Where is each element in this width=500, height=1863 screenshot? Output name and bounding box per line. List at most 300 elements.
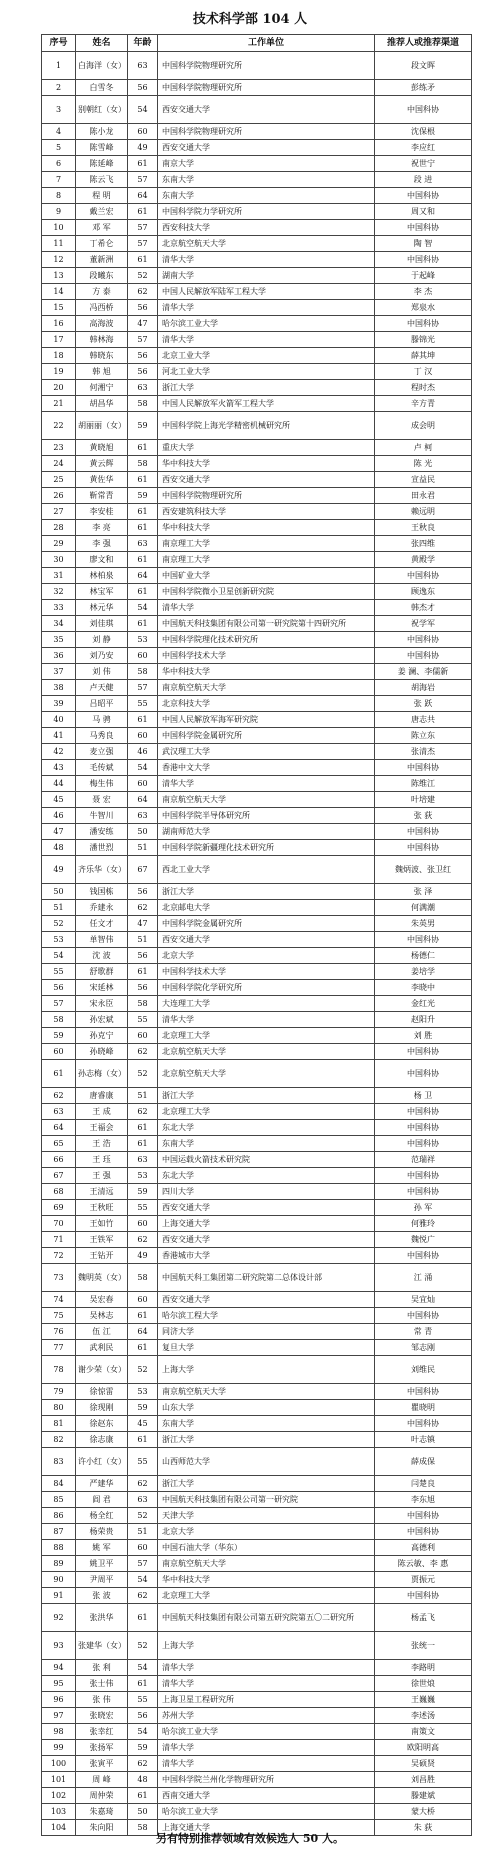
cell-name: 梅生伟 <box>76 776 128 792</box>
cell-recommender: 中国科协 <box>375 1416 472 1432</box>
cell-no: 24 <box>42 456 76 472</box>
cell-unit: 西南交通大学 <box>158 1788 375 1804</box>
cell-name: 潘安练 <box>76 824 128 840</box>
cell-no: 61 <box>42 1060 76 1088</box>
cell-no: 66 <box>42 1152 76 1168</box>
cell-no: 39 <box>42 696 76 712</box>
cell-no: 55 <box>42 964 76 980</box>
cell-no: 36 <box>42 648 76 664</box>
cell-unit: 北京大学 <box>158 948 375 964</box>
cell-name: 王 浩 <box>76 1136 128 1152</box>
cell-name: 李 强 <box>76 536 128 552</box>
cell-name: 王秋旺 <box>76 1200 128 1216</box>
cell-recommender: 田永君 <box>375 488 472 504</box>
cell-name: 胡昌华 <box>76 396 128 412</box>
cell-unit: 东南大学 <box>158 188 375 204</box>
candidate-table <box>41 34 472 1836</box>
cell-no: 11 <box>42 236 76 252</box>
cell-recommender: 唐志共 <box>375 712 472 728</box>
cell-unit: 东北大学 <box>158 1168 375 1184</box>
cell-recommender: 中国科协 <box>375 840 472 856</box>
cell-no: 4 <box>42 124 76 140</box>
cell-age: 58 <box>128 996 158 1012</box>
cell-name: 马 骋 <box>76 712 128 728</box>
cell-age: 46 <box>128 744 158 760</box>
table-row <box>42 1200 472 1216</box>
cell-no: 69 <box>42 1200 76 1216</box>
cell-recommender: 中国科协 <box>375 188 472 204</box>
cell-age: 61 <box>128 1676 158 1692</box>
cell-unit: 中国科学院力学研究所 <box>158 204 375 220</box>
table-row <box>42 632 472 648</box>
cell-name: 宋延林 <box>76 980 128 996</box>
cell-recommender: 陈云敏、李 惠 <box>375 1556 472 1572</box>
cell-recommender: 卢 柯 <box>375 440 472 456</box>
table-row <box>42 884 472 900</box>
table-row <box>42 536 472 552</box>
cell-name: 戴兰宏 <box>76 204 128 220</box>
cell-recommender: 姜 澜、李儒新 <box>375 664 472 680</box>
cell-no: 89 <box>42 1556 76 1572</box>
cell-recommender: 段文晖 <box>375 52 472 80</box>
cell-recommender: 中国科协 <box>375 1120 472 1136</box>
cell-unit: 南京航空航天大学 <box>158 1556 375 1572</box>
cell-unit: 北京航空航天大学 <box>158 236 375 252</box>
cell-unit: 上海交通大学 <box>158 1216 375 1232</box>
table-row <box>42 1340 472 1356</box>
cell-recommender: 刘维民 <box>375 1356 472 1384</box>
cell-age: 61 <box>128 1788 158 1804</box>
cell-name: 王铁军 <box>76 1232 128 1248</box>
cell-unit: 浙江大学 <box>158 380 375 396</box>
cell-name: 麦立强 <box>76 744 128 760</box>
cell-recommender: 滕锦光 <box>375 332 472 348</box>
cell-age: 63 <box>128 52 158 80</box>
table-row <box>42 568 472 584</box>
cell-name: 周 峰 <box>76 1772 128 1788</box>
cell-name: 单智伟 <box>76 932 128 948</box>
cell-name: 吴宏春 <box>76 1292 128 1308</box>
cell-age: 58 <box>128 1264 158 1292</box>
cell-recommender: 邹志刚 <box>375 1340 472 1356</box>
cell-unit: 香港城市大学 <box>158 1248 375 1264</box>
cell-unit: 中国航天科工集团第二研究院第二总体设计部 <box>158 1264 375 1292</box>
cell-unit: 北京理工大学 <box>158 1028 375 1044</box>
cell-age: 63 <box>128 536 158 552</box>
cell-name: 林宝军 <box>76 584 128 600</box>
cell-recommender: 朱英男 <box>375 916 472 932</box>
cell-unit: 北京邮电大学 <box>158 900 375 916</box>
table-row <box>42 188 472 204</box>
cell-name: 舒歌群 <box>76 964 128 980</box>
cell-name: 王 强 <box>76 1168 128 1184</box>
table-row <box>42 1136 472 1152</box>
cell-no: 37 <box>42 664 76 680</box>
cell-name: 牛智川 <box>76 808 128 824</box>
cell-recommender: 陶 智 <box>375 236 472 252</box>
cell-recommender: 中国科协 <box>375 1136 472 1152</box>
cell-recommender: 中国科协 <box>375 1104 472 1120</box>
cell-unit: 山东大学 <box>158 1400 375 1416</box>
cell-no: 84 <box>42 1476 76 1492</box>
cell-recommender: 金红光 <box>375 996 472 1012</box>
cell-no: 57 <box>42 996 76 1012</box>
table-row <box>42 1088 472 1104</box>
cell-age: 49 <box>128 1248 158 1264</box>
cell-no: 80 <box>42 1400 76 1416</box>
cell-name: 沈 波 <box>76 948 128 964</box>
cell-recommender: 江 涌 <box>375 1264 472 1292</box>
cell-no: 100 <box>42 1756 76 1772</box>
cell-age: 55 <box>128 696 158 712</box>
cell-name: 孙宏斌 <box>76 1012 128 1028</box>
cell-no: 41 <box>42 728 76 744</box>
cell-name: 王钻开 <box>76 1248 128 1264</box>
cell-unit: 中国科学院金属研究所 <box>158 916 375 932</box>
cell-no: 21 <box>42 396 76 412</box>
cell-recommender: 成会明 <box>375 412 472 440</box>
cell-age: 48 <box>128 1772 158 1788</box>
cell-age: 52 <box>128 1508 158 1524</box>
page-title: 技术科学部 104 人 <box>192 12 308 27</box>
cell-recommender: 常 青 <box>375 1324 472 1340</box>
cell-no: 5 <box>42 140 76 156</box>
cell-unit: 浙江大学 <box>158 1088 375 1104</box>
cell-recommender: 吴硕贤 <box>375 1756 472 1772</box>
cell-unit: 中国航天科技集团有限公司第五研究院第五〇二研究所 <box>158 1604 375 1632</box>
table-row <box>42 1756 472 1772</box>
cell-age: 56 <box>128 980 158 996</box>
header-age: 年龄 <box>128 35 158 52</box>
cell-recommender: 高德利 <box>375 1540 472 1556</box>
cell-recommender: 南策文 <box>375 1724 472 1740</box>
cell-no: 35 <box>42 632 76 648</box>
cell-no: 67 <box>42 1168 76 1184</box>
cell-unit: 清华大学 <box>158 252 375 268</box>
cell-no: 64 <box>42 1120 76 1136</box>
cell-age: 53 <box>128 632 158 648</box>
cell-name: 林柏泉 <box>76 568 128 584</box>
cell-age: 62 <box>128 1756 158 1772</box>
table-row <box>42 1384 472 1400</box>
cell-name: 潘世烈 <box>76 840 128 856</box>
cell-recommender: 叶志镇 <box>375 1432 472 1448</box>
cell-age: 52 <box>128 1060 158 1088</box>
cell-age: 64 <box>128 568 158 584</box>
cell-unit: 山西师范大学 <box>158 1448 375 1476</box>
cell-recommender: 薛成保 <box>375 1448 472 1476</box>
cell-unit: 南京航空航天大学 <box>158 1384 375 1400</box>
cell-age: 51 <box>128 932 158 948</box>
cell-unit: 南京航空航天大学 <box>158 680 375 696</box>
cell-no: 65 <box>42 1136 76 1152</box>
table-row <box>42 808 472 824</box>
cell-name: 陈雪峰 <box>76 140 128 156</box>
table-row <box>42 80 472 96</box>
cell-unit: 清华大学 <box>158 600 375 616</box>
table-row <box>42 552 472 568</box>
table-row <box>42 664 472 680</box>
cell-name: 卢天健 <box>76 680 128 696</box>
table-row <box>42 1232 472 1248</box>
table-row <box>42 332 472 348</box>
cell-name: 钱国栋 <box>76 884 128 900</box>
cell-recommender: 中国科协 <box>375 632 472 648</box>
cell-name: 朱向阳 <box>76 1820 128 1836</box>
cell-age: 59 <box>128 1184 158 1200</box>
cell-unit: 中国人民解放军海军研究院 <box>158 712 375 728</box>
cell-unit: 中国科学院理化技术研究所 <box>158 632 375 648</box>
cell-recommender: 李晓中 <box>375 980 472 996</box>
cell-age: 56 <box>128 1708 158 1724</box>
table-row <box>42 1508 472 1524</box>
cell-name: 黄晓旭 <box>76 440 128 456</box>
table-row <box>42 140 472 156</box>
cell-name: 胡丽丽（女） <box>76 412 128 440</box>
cell-unit: 东南大学 <box>158 1136 375 1152</box>
cell-no: 38 <box>42 680 76 696</box>
table-row <box>42 1432 472 1448</box>
cell-age: 54 <box>128 600 158 616</box>
cell-no: 90 <box>42 1572 76 1588</box>
cell-age: 60 <box>128 1540 158 1556</box>
cell-age: 56 <box>128 364 158 380</box>
header-no: 序号 <box>42 35 76 52</box>
cell-age: 60 <box>128 1028 158 1044</box>
cell-recommender: 赵阳升 <box>375 1012 472 1028</box>
cell-unit: 中国科学院半导体研究所 <box>158 808 375 824</box>
cell-name: 杨荣贵 <box>76 1524 128 1540</box>
cell-age: 63 <box>128 380 158 396</box>
cell-no: 7 <box>42 172 76 188</box>
cell-age: 62 <box>128 1044 158 1060</box>
cell-unit: 华中科技大学 <box>158 664 375 680</box>
table-row <box>42 268 472 284</box>
table-row <box>42 300 472 316</box>
cell-age: 51 <box>128 1088 158 1104</box>
table-row <box>42 252 472 268</box>
cell-unit: 中国科学技术大学 <box>158 648 375 664</box>
cell-name: 王清远 <box>76 1184 128 1200</box>
table-row <box>42 932 472 948</box>
cell-age: 54 <box>128 1724 158 1740</box>
table-row <box>42 696 472 712</box>
cell-no: 70 <box>42 1216 76 1232</box>
cell-no: 83 <box>42 1448 76 1476</box>
table-row <box>42 1152 472 1168</box>
table-row <box>42 1540 472 1556</box>
cell-recommender: 中国科协 <box>375 252 472 268</box>
cell-unit: 中国石油大学（华东） <box>158 1540 375 1556</box>
cell-name: 方 泰 <box>76 284 128 300</box>
cell-name: 林元华 <box>76 600 128 616</box>
cell-name: 韩 旭 <box>76 364 128 380</box>
cell-no: 62 <box>42 1088 76 1104</box>
cell-age: 59 <box>128 412 158 440</box>
table-row <box>42 1012 472 1028</box>
cell-age: 60 <box>128 648 158 664</box>
cell-recommender: 李东旭 <box>375 1492 472 1508</box>
cell-age: 61 <box>128 552 158 568</box>
cell-unit: 河北工业大学 <box>158 364 375 380</box>
cell-age: 56 <box>128 300 158 316</box>
table-row <box>42 220 472 236</box>
cell-no: 16 <box>42 316 76 332</box>
cell-unit: 中国科学院化学研究所 <box>158 980 375 996</box>
table-row <box>42 1476 472 1492</box>
cell-recommender: 沈保根 <box>375 124 472 140</box>
cell-recommender: 胡海岩 <box>375 680 472 696</box>
cell-recommender: 贾振元 <box>375 1572 472 1588</box>
cell-no: 86 <box>42 1508 76 1524</box>
cell-unit: 北京航空航天大学 <box>158 1044 375 1060</box>
cell-unit: 西安交通大学 <box>158 1292 375 1308</box>
cell-unit: 北京理工大学 <box>158 1588 375 1604</box>
cell-recommender: 于起峰 <box>375 268 472 284</box>
cell-unit: 上海大学 <box>158 1356 375 1384</box>
cell-recommender: 中国科协 <box>375 316 472 332</box>
cell-no: 33 <box>42 600 76 616</box>
cell-name: 徐志康 <box>76 1432 128 1448</box>
cell-name: 刘 伟 <box>76 664 128 680</box>
cell-recommender: 中国科协 <box>375 1524 472 1540</box>
cell-name: 武利民 <box>76 1340 128 1356</box>
cell-name: 毛传斌 <box>76 760 128 776</box>
cell-recommender: 瞿晓明 <box>375 1400 472 1416</box>
cell-age: 56 <box>128 948 158 964</box>
cell-recommender: 李述汤 <box>375 1708 472 1724</box>
cell-name: 刘乃安 <box>76 648 128 664</box>
cell-age: 61 <box>128 472 158 488</box>
cell-recommender: 欧阳明高 <box>375 1740 472 1756</box>
cell-unit: 西安交通大学 <box>158 932 375 948</box>
cell-age: 61 <box>128 616 158 632</box>
cell-age: 61 <box>128 504 158 520</box>
cell-age: 50 <box>128 1804 158 1820</box>
cell-no: 6 <box>42 156 76 172</box>
cell-unit: 清华大学 <box>158 300 375 316</box>
cell-no: 28 <box>42 520 76 536</box>
cell-recommender: 王秋良 <box>375 520 472 536</box>
cell-recommender: 程时杰 <box>375 380 472 396</box>
cell-name: 何湘宁 <box>76 380 128 396</box>
cell-no: 82 <box>42 1432 76 1448</box>
cell-name: 张扬军 <box>76 1740 128 1756</box>
table-row <box>42 236 472 252</box>
cell-name: 李 亮 <box>76 520 128 536</box>
cell-age: 51 <box>128 840 158 856</box>
cell-no: 50 <box>42 884 76 900</box>
cell-unit: 清华大学 <box>158 1676 375 1692</box>
cell-age: 59 <box>128 488 158 504</box>
table-row <box>42 1556 472 1572</box>
cell-age: 58 <box>128 396 158 412</box>
table-row <box>42 1724 472 1740</box>
cell-recommender: 刘昌胜 <box>375 1772 472 1788</box>
table-row <box>42 760 472 776</box>
cell-age: 64 <box>128 1324 158 1340</box>
cell-unit: 苏州大学 <box>158 1708 375 1724</box>
cell-unit: 中国科学院物理研究所 <box>158 488 375 504</box>
cell-no: 40 <box>42 712 76 728</box>
cell-unit: 湖南大学 <box>158 268 375 284</box>
cell-age: 52 <box>128 1356 158 1384</box>
table-row <box>42 1168 472 1184</box>
table-row <box>42 680 472 696</box>
table-row <box>42 1044 472 1060</box>
cell-age: 61 <box>128 1604 158 1632</box>
table-row <box>42 712 472 728</box>
cell-recommender: 祝世宁 <box>375 156 472 172</box>
table-row <box>42 1524 472 1540</box>
header-recommender: 推荐人或推荐渠道 <box>375 35 472 52</box>
cell-name: 王 珏 <box>76 1152 128 1168</box>
cell-age: 62 <box>128 1476 158 1492</box>
cell-recommender: 陈维江 <box>375 776 472 792</box>
cell-unit: 西安交通大学 <box>158 472 375 488</box>
cell-age: 55 <box>128 1448 158 1476</box>
cell-no: 77 <box>42 1340 76 1356</box>
cell-name: 别朝红（女） <box>76 96 128 124</box>
cell-recommender: 孙 军 <box>375 1200 472 1216</box>
cell-name: 张晓宏 <box>76 1708 128 1724</box>
table-header-row <box>42 35 472 52</box>
cell-unit: 清华大学 <box>158 1740 375 1756</box>
cell-recommender: 中国科协 <box>375 1184 472 1200</box>
cell-no: 53 <box>42 932 76 948</box>
cell-recommender: 徐世烺 <box>375 1676 472 1692</box>
cell-age: 64 <box>128 792 158 808</box>
table-row <box>42 1292 472 1308</box>
cell-age: 61 <box>128 1120 158 1136</box>
cell-name: 魏明英（女） <box>76 1264 128 1292</box>
cell-age: 56 <box>128 884 158 900</box>
cell-age: 59 <box>128 1400 158 1416</box>
cell-unit: 华中科技大学 <box>158 520 375 536</box>
cell-unit: 上海大学 <box>158 1632 375 1660</box>
cell-unit: 中国矿业大学 <box>158 568 375 584</box>
cell-age: 58 <box>128 664 158 680</box>
cell-no: 73 <box>42 1264 76 1292</box>
cell-unit: 南京大学 <box>158 156 375 172</box>
cell-unit: 西安科技大学 <box>158 220 375 236</box>
cell-age: 62 <box>128 900 158 916</box>
table-row <box>42 1416 472 1432</box>
cell-name: 徐赵东 <box>76 1416 128 1432</box>
cell-age: 52 <box>128 1632 158 1660</box>
cell-recommender: 顾逸东 <box>375 584 472 600</box>
cell-unit: 东南大学 <box>158 1416 375 1432</box>
cell-no: 99 <box>42 1740 76 1756</box>
table-row <box>42 776 472 792</box>
table-row <box>42 172 472 188</box>
cell-recommender: 宣益民 <box>375 472 472 488</box>
cell-name: 韩林海 <box>76 332 128 348</box>
cell-name: 朱嘉琦 <box>76 1804 128 1820</box>
cell-unit: 北京工业大学 <box>158 348 375 364</box>
cell-name: 吴林志 <box>76 1308 128 1324</box>
cell-recommender: 张四维 <box>375 536 472 552</box>
cell-no: 74 <box>42 1292 76 1308</box>
cell-age: 53 <box>128 1168 158 1184</box>
cell-age: 57 <box>128 172 158 188</box>
cell-no: 95 <box>42 1676 76 1692</box>
table-row <box>42 488 472 504</box>
cell-no: 31 <box>42 568 76 584</box>
table-row <box>42 1492 472 1508</box>
cell-recommender: 陈 光 <box>375 456 472 472</box>
cell-no: 25 <box>42 472 76 488</box>
